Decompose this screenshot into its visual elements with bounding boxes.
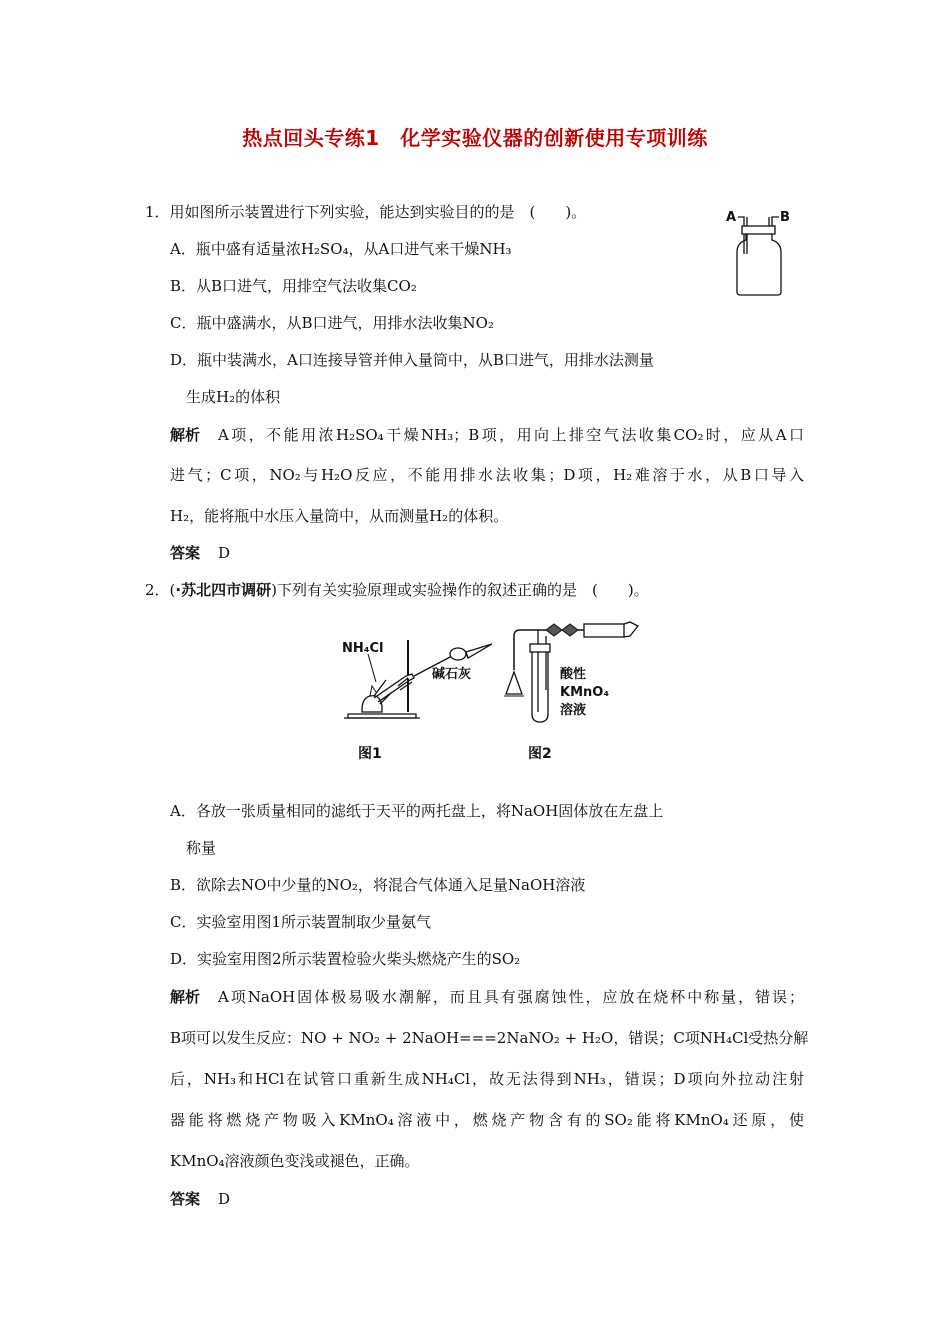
q2-analysis-line2: B项可以发生反应：NO + NO₂ + 2NaOH===2NaNO₂ + H₂O，错误；C项NH₄Cl受热分解 bbox=[170, 1029, 809, 1047]
q2-answer: D bbox=[218, 1190, 231, 1208]
figure-1-caption: 图1 bbox=[358, 746, 382, 762]
q2-answer-label: 答案 bbox=[170, 1190, 201, 1208]
q1-option-d: D．瓶中装满水，A口连接导管并伸入量筒中，从B口进气，用排水法测量 bbox=[170, 351, 654, 369]
port-a-label: A bbox=[726, 210, 737, 225]
q2-option-a-cont: 称量 bbox=[186, 839, 217, 857]
q1-analysis-label: 解析 bbox=[170, 426, 201, 444]
fig2-label-kmno4: KMnO₄ bbox=[560, 685, 610, 700]
q1-option-c: C．瓶中盛满水，从B口进气，用排水法收集NO₂ bbox=[170, 314, 494, 332]
figure-1-diagram bbox=[340, 634, 500, 724]
q1-analysis-line3: H₂，能将瓶中水压入量筒中，从而测量H₂的体积。 bbox=[170, 507, 509, 525]
q2-stem-rest: )下列有关实验原理或实验操作的叙述正确的是 ( )。 bbox=[271, 581, 649, 599]
q2-option-d: D．实验室用图2所示装置检验火柴头燃烧产生的SO₂ bbox=[170, 950, 521, 968]
figure-2-caption: 图2 bbox=[528, 746, 552, 762]
q1-option-b: B．从B口进气，用排空气法收集CO₂ bbox=[170, 277, 417, 295]
q2-option-b: B．欲除去NO中少量的NO₂，将混合气体通入足量NaOH溶液 bbox=[170, 876, 586, 894]
q2-analysis-label: 解析 bbox=[170, 988, 201, 1006]
figure-2-diagram bbox=[502, 620, 642, 724]
q1-analysis-line2: 进气；C项，NO₂与H₂O反应，不能用排水法收集；D项，H₂难溶于水，从B口导入 bbox=[170, 466, 804, 484]
q2-option-a: A．各放一张质量相同的滤纸于天平的两托盘上，将NaOH固体放在左盘上 bbox=[170, 802, 664, 820]
page-title: 热点回头专练1 化学实验仪器的创新使用专项训练 bbox=[242, 126, 708, 150]
q2-stem bbox=[145, 580, 649, 600]
q2-option-c: C．实验室用图1所示装置制取少量氨气 bbox=[170, 913, 432, 931]
q1-stem: 1．用如图所示装置进行下列实验，能达到实验目的的是 ( )。 bbox=[145, 203, 587, 221]
q2-analysis-line1: A项NaOH固体极易吸水潮解，而且具有强腐蚀性，应放在烧杯中称量，错误； bbox=[218, 988, 804, 1006]
q1-option-a: A．瓶中盛有适量浓H₂SO₄，从A口进气来干燥NH₃ bbox=[170, 240, 512, 258]
q2-stem-num: 2．( bbox=[145, 581, 176, 599]
port-b-label: B bbox=[780, 210, 790, 225]
q2-stem-source: ·苏北四市调研 bbox=[175, 581, 272, 599]
fig1-reagent-label: NH₄Cl bbox=[342, 641, 384, 656]
fig2-label-solution: 溶液 bbox=[560, 703, 587, 718]
q1-answer-label: 答案 bbox=[170, 544, 201, 562]
q2-analysis-line5: KMnO₄溶液颜色变浅或褪色，正确。 bbox=[170, 1152, 420, 1170]
q2-analysis-line4: 器能将燃烧产物吸入KMnO₄溶液中，燃烧产物含有的SO₂能将KMnO₄还原，使 bbox=[170, 1111, 804, 1129]
q1-answer: D bbox=[218, 544, 231, 562]
q1-option-d-cont: 生成H₂的体积 bbox=[186, 388, 281, 406]
q2-analysis-line3: 后，NH₃和HCl在试管口重新生成NH₄Cl，故无法得到NH₃，错误；D项向外拉动注射 bbox=[170, 1070, 804, 1088]
gas-bottle-diagram bbox=[726, 206, 796, 300]
fig1-absorbent-label: 碱石灰 bbox=[432, 667, 472, 682]
q1-analysis-line1: A项，不能用浓H₂SO₄干燥NH₃；B项，用向上排空气法收集CO₂时，应从A口 bbox=[218, 426, 804, 444]
fig2-label-acidic: 酸性 bbox=[560, 667, 587, 682]
